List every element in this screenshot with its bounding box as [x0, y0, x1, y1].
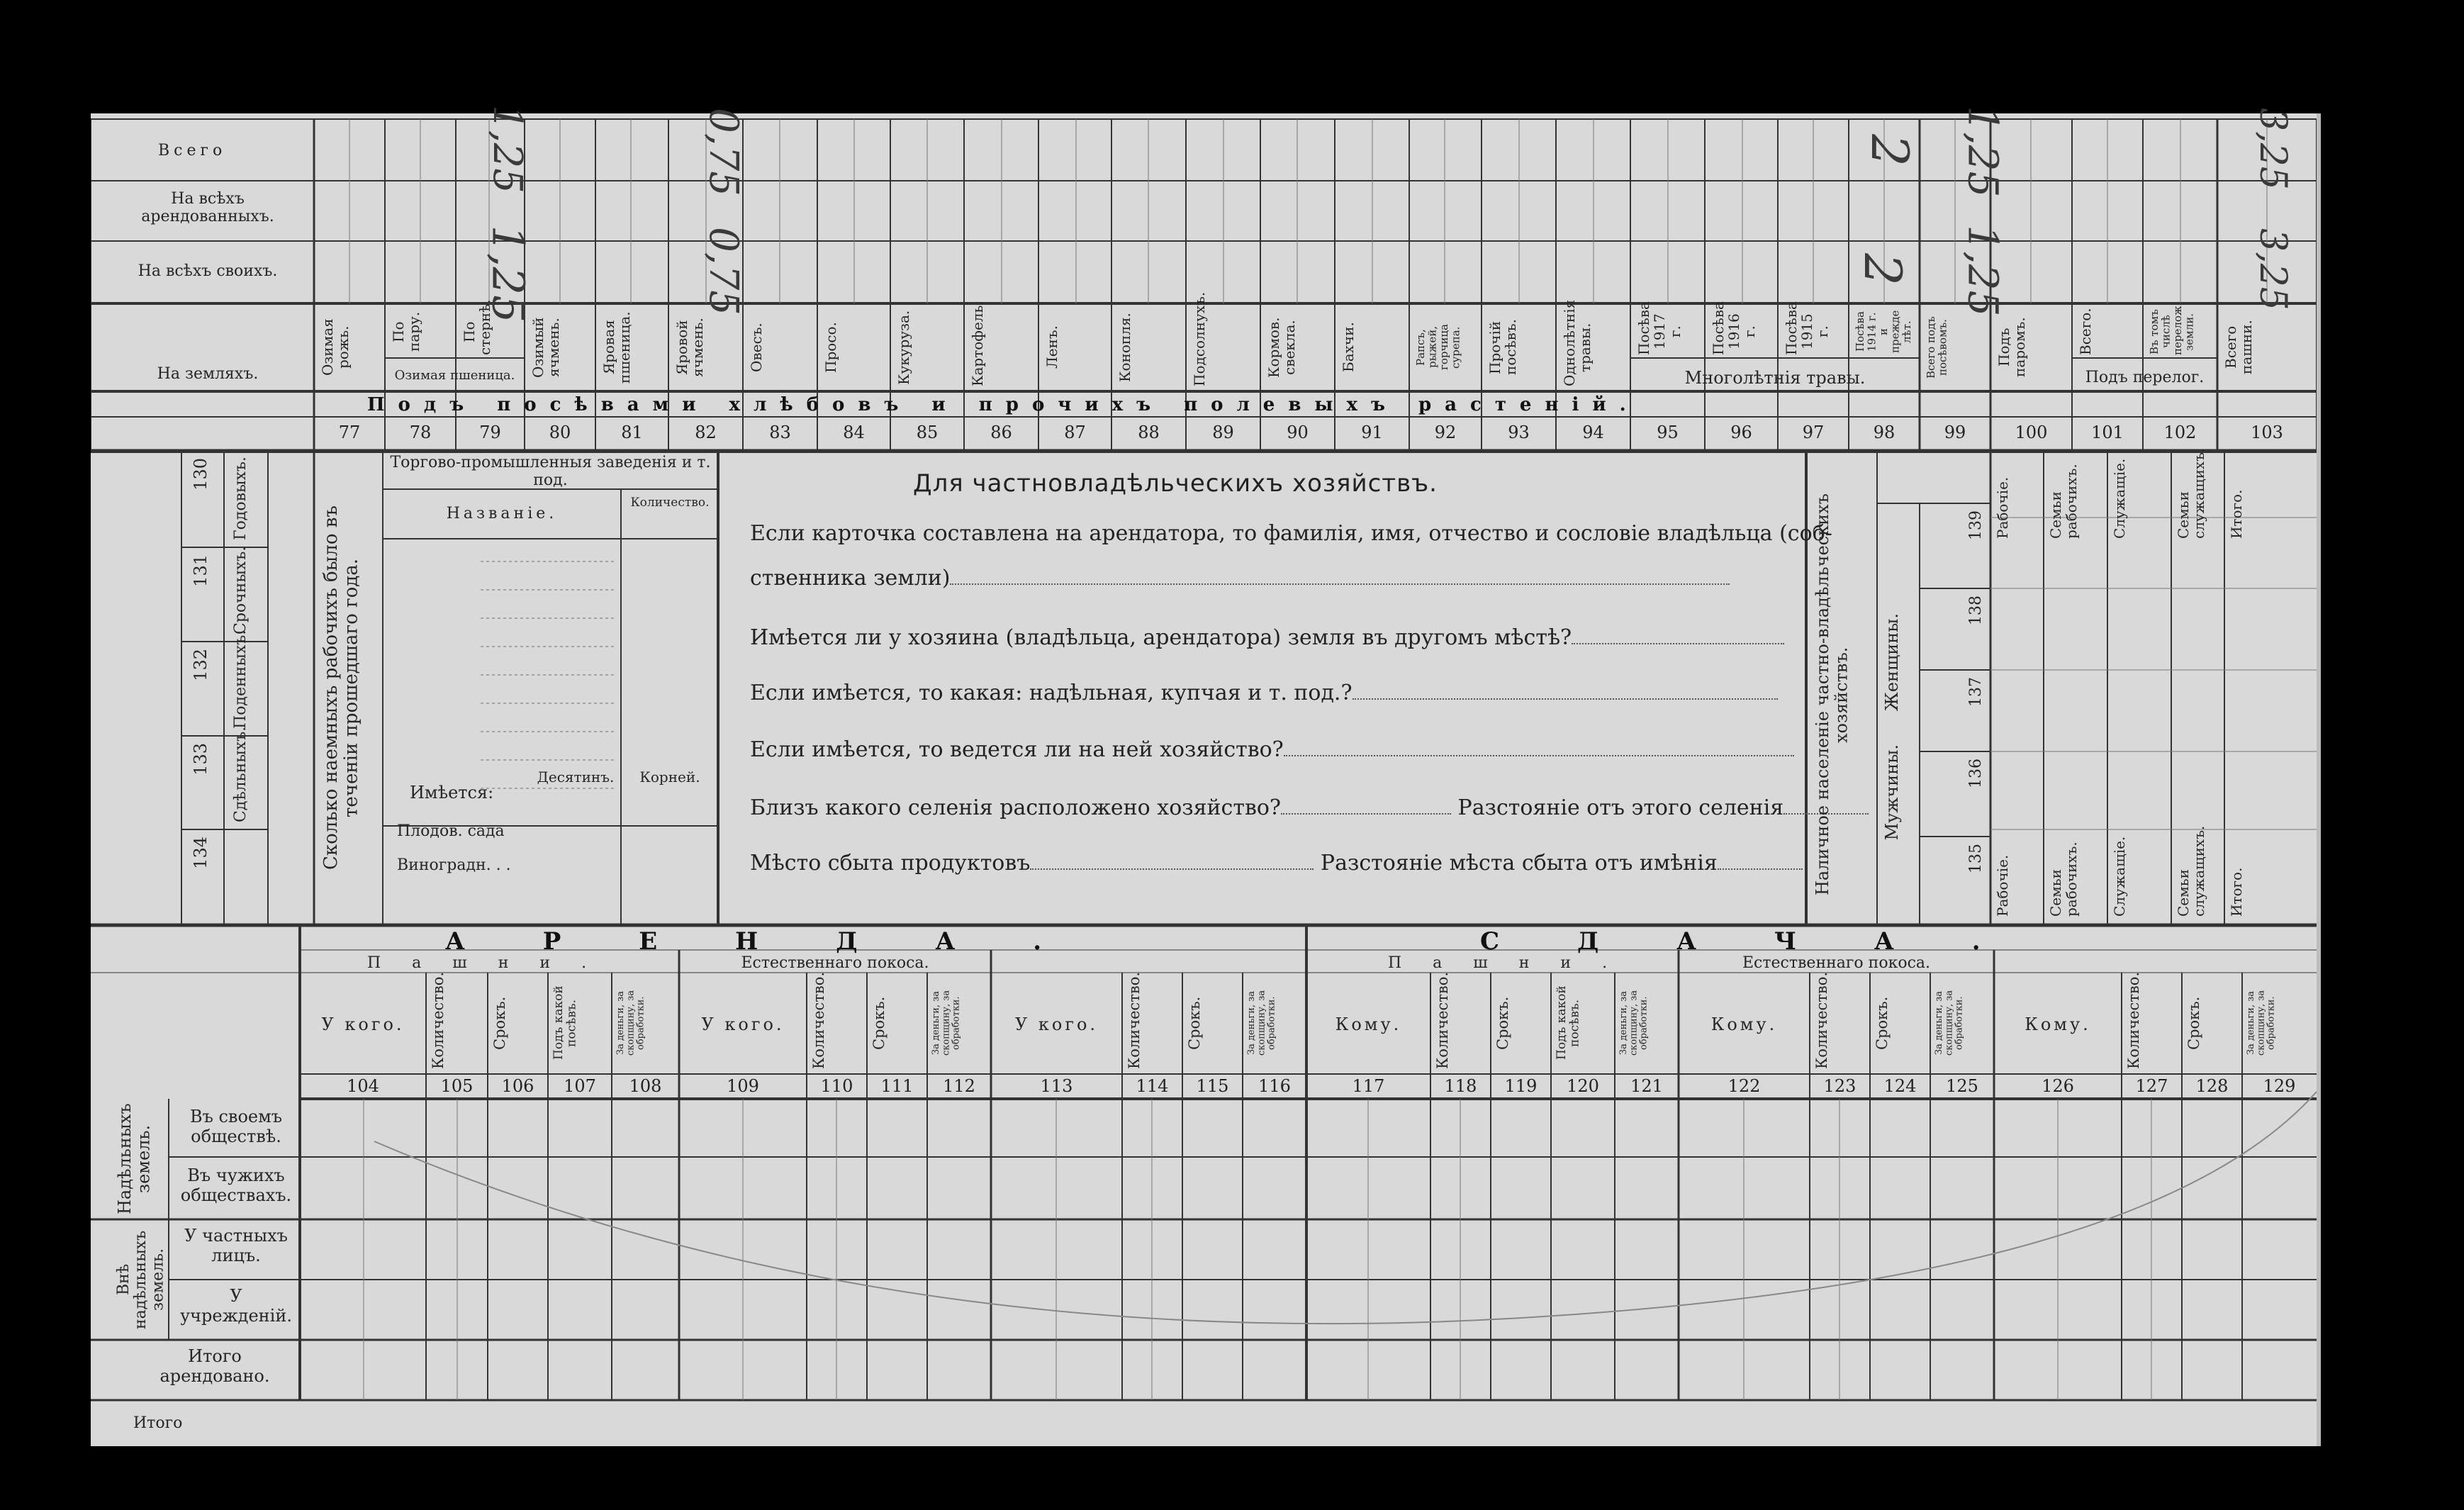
lease-group-allotment: Надѣльныхъ земель. — [115, 1103, 154, 1215]
crop-col-number: 94 — [1582, 423, 1604, 442]
lease-col-number: 127 — [2135, 1076, 2168, 1096]
lease-pashni-2: Пашни. — [1388, 954, 1639, 972]
crop-col-header: Въ томъ числѣ перелож. земли. — [2148, 302, 2196, 355]
lease-col-number: 106 — [501, 1076, 534, 1096]
crops-banner: Подъ посѣвами хлѣбовъ и прочихъ полевыхъ растеній. — [367, 394, 1640, 415]
trade-korney: Корней. — [639, 768, 700, 785]
private-q3 — [750, 681, 1778, 705]
population-category: Рабочіе. — [1994, 476, 2011, 539]
workers-col-number: 130 — [191, 458, 211, 491]
lease-col-number: 124 — [1883, 1076, 1917, 1096]
crop-col-number: 98 — [1873, 423, 1895, 442]
lease-col-number: 109 — [727, 1076, 759, 1096]
workers-col-number: 131 — [191, 554, 211, 587]
workers-col-number: 134 — [191, 837, 211, 869]
lease-col-header: Срокъ. — [870, 996, 887, 1050]
hw-c100-own: 1,25 — [1959, 225, 2007, 317]
crop-col-number: 92 — [1434, 423, 1457, 442]
lease-col-header: За деньги, за скопщину, за обработки. — [1246, 990, 1277, 1056]
sub-header-winter-wheat: Озимая пшеница. — [394, 368, 515, 383]
workers-col-label: Срочныхъ. — [232, 546, 250, 634]
lease-col-header: У кого. — [321, 1014, 405, 1034]
lease-row-other-communities: Въ чужихъ обществахъ. — [180, 1165, 292, 1205]
crop-col-header: Ленъ. — [1043, 325, 1060, 369]
lease-col-header: У кого. — [1014, 1014, 1099, 1034]
private-q4-text: Если имѣется, то ведется ли на ней хозяйство? — [750, 737, 1284, 762]
crop-col-header: Кормов. свекла. — [1265, 317, 1298, 378]
trade-col-name: Названіе. — [446, 505, 558, 522]
trade-desyatin: Десятинъ. — [537, 768, 615, 785]
population-col-number: 137 — [1967, 677, 1985, 707]
population-col-number: 139 — [1967, 510, 1985, 540]
sub-header-fallow: Подъ перелог. — [2085, 369, 2205, 386]
crop-col-header: Посѣва 1917 г. — [1635, 301, 1684, 355]
hw-c103-total: 3,25 — [2251, 108, 2294, 190]
hw-c82-total: 0,75 — [700, 108, 746, 196]
crop-col-header: Конопля. — [1116, 313, 1133, 382]
population-women: Женщины. — [1882, 613, 1902, 712]
crop-col-header: Озимый ячмень. — [530, 317, 562, 378]
population-title: Наличное населеніе частно-владѣльческихъ хозяйствъ. — [1813, 493, 1852, 896]
crop-col-header: Однолѣтнія травы. — [1561, 299, 1594, 386]
lease-col-number: 112 — [943, 1076, 975, 1096]
trade-orchard: Плодов. сада — [397, 822, 505, 840]
population-category: Семьи рабочихъ. — [2047, 841, 2080, 917]
row-label-total: Всего — [158, 142, 227, 160]
lease-col-header: За деньги, за скопщину, за обработки. — [615, 990, 646, 1056]
answer-line-market-distance[interactable] — [1718, 868, 1803, 870]
lease-col-header: Количество. — [2125, 971, 2142, 1069]
lease-col-number: 114 — [1136, 1076, 1169, 1096]
private-q6b-text: Разстояніе мѣста сбыта отъ имѣнія — [1320, 851, 1718, 876]
lease-col-number: 120 — [1567, 1076, 1599, 1096]
hw-c103-own: 3,25 — [2251, 228, 2294, 311]
lease-pokos-2: Естественнаго покоса. — [1742, 954, 1930, 972]
answer-line-owner[interactable] — [950, 583, 1730, 585]
answer-line-land-type[interactable] — [1353, 698, 1778, 700]
lease-col-number: 105 — [440, 1076, 474, 1096]
population-category: Служащіе. — [2111, 836, 2128, 917]
crop-col-header: Кукуруза. — [895, 310, 912, 385]
crop-col-number: 79 — [479, 423, 501, 442]
row-label-own: На всѣхъ своихъ. — [138, 262, 278, 280]
lease-col-number: 117 — [1352, 1076, 1385, 1096]
population-category: Семьи служащихъ. — [2175, 447, 2207, 539]
lease-row-total: Итого арендовано. — [159, 1346, 270, 1386]
population-category: Итого. — [2228, 489, 2245, 539]
lease-col-number: 108 — [629, 1076, 662, 1096]
crop-col-header: Подъ паромъ. — [1995, 317, 2028, 378]
population-col-number: 135 — [1967, 844, 1985, 873]
lease-col-header: Срокъ. — [491, 996, 508, 1050]
crop-col-number: 77 — [338, 423, 361, 442]
private-q1a: Если карточка составлена на арендатора, то фамилія, имя, отчество и сословіе владѣльца (соб- — [750, 521, 1832, 546]
crop-col-header: Всего пашни. — [2222, 320, 2255, 375]
workers-col-number: 133 — [191, 743, 211, 776]
crop-col-header: Рапсъ, рыжей, горчица сурепа. — [1414, 324, 1462, 371]
lease-row-own-community: Въ своемъ обществѣ. — [189, 1107, 283, 1146]
row-label-rented: На всѣхъ арендованныхъ. — [141, 190, 274, 226]
crop-col-number: 99 — [1944, 423, 1966, 442]
footer-total: Итого — [133, 1414, 183, 1432]
lease-group-non-allotment: Внѣ надѣльныхъ земель. — [115, 1230, 167, 1329]
crop-col-header: Просо. — [822, 322, 839, 373]
crop-col-header: Яровой ячмень. — [673, 318, 706, 377]
lease-col-header: За деньги, за скопщину, за обработки. — [2246, 990, 2277, 1056]
crop-col-header: Посѣва 1916 г. — [1710, 301, 1758, 355]
lease-col-number: 111 — [880, 1076, 914, 1096]
crop-col-number: 96 — [1730, 423, 1752, 442]
crop-col-number: 102 — [2163, 423, 2197, 442]
lease-col-header: За деньги, за скопщину, за обработки. — [931, 990, 962, 1056]
lease-col-header: За деньги, за скопщину, за обработки. — [1934, 990, 1965, 1056]
row-label-lands: На земляхъ. — [157, 365, 259, 383]
crop-col-header: Бахчи. — [1340, 322, 1357, 373]
trade-vineyard: Виноградн. . . — [397, 856, 511, 874]
workers-col-label: Годовыхъ. — [232, 457, 250, 540]
lease-col-number: 129 — [2263, 1076, 2296, 1096]
crop-col-header: Озимая рожь. — [319, 318, 352, 376]
private-q1b-text: ственника земли) — [750, 566, 951, 591]
crop-col-number: 84 — [843, 423, 865, 442]
crop-col-header: Посѣва 1915 г. — [1783, 301, 1831, 355]
lease-col-header: За деньги, за скопщину, за обработки. — [1618, 990, 1650, 1056]
crop-col-header: По пару. — [390, 311, 422, 352]
crop-col-number: 103 — [2251, 423, 2283, 442]
answer-line-other-land[interactable] — [1572, 643, 1784, 644]
lease-col-header: Срокъ. — [2185, 996, 2202, 1050]
crop-col-header: По стернѣ. — [461, 299, 493, 355]
crop-col-number: 95 — [1657, 423, 1679, 442]
lease-col-number: 110 — [820, 1076, 853, 1096]
crop-col-header: Яровая пшеница. — [600, 311, 633, 384]
population-category: Рабочіе. — [1994, 854, 2011, 917]
population-category: Семьи служащихъ. — [2175, 825, 2207, 917]
private-q1b — [750, 566, 1730, 591]
lease-col-number: 125 — [1946, 1076, 1978, 1096]
private-q6 — [750, 851, 1803, 876]
crop-col-number: 80 — [549, 423, 571, 442]
population-col-number: 136 — [1967, 759, 1985, 788]
population-category: Семьи рабочихъ. — [2047, 464, 2080, 539]
workers-col-number: 132 — [191, 649, 211, 681]
hw-c99-total: 2 — [1859, 134, 1920, 167]
hw-c79-own: 1,25 — [482, 225, 534, 323]
lease-col-header: Количество. — [1126, 971, 1143, 1069]
lease-col-number: 113 — [1040, 1076, 1073, 1096]
sub-header-perennial: Многолѣтнія травы. — [1684, 368, 1866, 388]
lease-col-number: 121 — [1630, 1076, 1663, 1096]
private-q6a-text: Мѣсто сбыта продуктовъ — [750, 851, 1031, 876]
crop-col-number: 85 — [916, 423, 939, 442]
lease-col-header: Подъ какой посѣвъ. — [551, 985, 579, 1061]
lease-col-number: 119 — [1504, 1076, 1538, 1096]
private-q2-text: Имѣется ли у хозяина (владѣльца, арендатора) земля въ другомъ мѣстѣ? — [750, 625, 1572, 650]
lease-col-header: Срокъ. — [1874, 996, 1891, 1050]
lease-col-header: Кому. — [1710, 1014, 1778, 1034]
lease-pashni-1: Пашни. — [367, 954, 618, 972]
crop-col-header: Всего. — [2077, 308, 2094, 355]
crop-col-header: Картофель. — [969, 301, 986, 386]
workers-col-label: Сдѣльныхъ. — [232, 726, 250, 822]
lease-pokos-1: Естественнаго покоса. — [741, 954, 929, 972]
crop-col-number: 89 — [1212, 423, 1234, 442]
hw-c79-total: 1,25 — [483, 105, 530, 194]
lease-col-number: 107 — [564, 1076, 596, 1096]
crop-col-number: 81 — [621, 423, 643, 442]
lease-col-header: Количество. — [1813, 971, 1830, 1069]
lease-col-number: 128 — [2195, 1076, 2229, 1096]
population-category: Итого. — [2228, 867, 2245, 917]
crop-col-number: 87 — [1064, 423, 1086, 442]
census-card — [91, 105, 2321, 1446]
lease-col-header: Количество. — [1434, 971, 1451, 1069]
crop-col-header: Овесъ. — [748, 323, 765, 372]
crop-col-number: 83 — [769, 423, 791, 442]
lease-sdacha-title: СДАЧА. — [1480, 927, 2059, 956]
lease-col-header: Количество. — [430, 971, 447, 1069]
crop-col-header: Всего подъ посѣвомъ. — [1925, 316, 1949, 379]
private-q5b-text: Разстояніе отъ этого селенія — [1457, 795, 1784, 820]
private-q4 — [750, 737, 1794, 762]
workers-title: Сколько наемныхъ рабочихъ было въ теченіи прошедшаго года. — [320, 505, 362, 870]
crop-col-header: Посѣва 1914 г. и прежде лѣт. — [1854, 310, 1913, 354]
private-q2 — [750, 625, 1784, 650]
crop-col-number: 100 — [2015, 423, 2048, 442]
lease-col-header: Подъ какой посѣвъ. — [1555, 985, 1582, 1061]
private-title: Для частновладѣльческихъ хозяйствъ. — [913, 469, 1438, 498]
lease-col-number: 118 — [1444, 1076, 1477, 1096]
crop-col-number: 86 — [990, 423, 1012, 442]
hw-c99-own: 2 — [1852, 253, 1913, 286]
trade-col-qty: Количество. — [630, 496, 710, 510]
lease-col-number: 122 — [1727, 1076, 1761, 1096]
crop-col-number: 101 — [2091, 423, 2124, 442]
lease-col-number: 116 — [1258, 1076, 1291, 1096]
lease-row-private-persons: У частныхъ лицъ. — [184, 1226, 288, 1265]
answer-line-farming[interactable] — [1284, 755, 1794, 756]
answer-line-village[interactable] — [1281, 813, 1451, 815]
lease-col-header: Количество. — [810, 971, 827, 1069]
lease-row-institutions: У учрежденій. — [180, 1286, 292, 1326]
crop-col-number: 91 — [1361, 423, 1383, 442]
answer-line-market[interactable] — [1030, 868, 1314, 870]
lease-col-number: 126 — [2042, 1076, 2074, 1096]
crop-col-number: 78 — [409, 423, 432, 442]
hw-c82-own: 0,75 — [700, 227, 746, 315]
workers-col-label: Поденныхъ. — [232, 630, 250, 729]
crop-col-header: Подсолнухъ. — [1191, 291, 1208, 386]
population-category: Служащіе. — [2111, 458, 2128, 539]
population-col-number: 138 — [1967, 595, 1985, 625]
crop-col-number: 82 — [695, 423, 717, 442]
lease-col-header: Срокъ. — [1186, 996, 1203, 1050]
crop-col-header: Прочій посѣвъ. — [1486, 319, 1519, 376]
trade-title: Торгово-промышленныя заведенія и т. под. — [390, 454, 711, 490]
hw-c100-total: 1,25 — [1959, 106, 2007, 198]
lease-arenda-title: АРЕНДА. — [445, 927, 1120, 956]
trade-has: Имѣется: — [410, 783, 494, 802]
lease-col-header: Срокъ. — [1494, 996, 1511, 1050]
population-men: Мужчины. — [1882, 744, 1902, 841]
private-q3-text: Если имѣется, то какая: надѣльная, купчая и т. под.? — [750, 681, 1353, 705]
lease-col-number: 123 — [1823, 1076, 1857, 1096]
lease-col-header: У кого. — [701, 1014, 785, 1034]
private-q5a-text: Близъ какого селенія расположено хозяйство? — [750, 795, 1281, 820]
crop-col-number: 88 — [1138, 423, 1160, 442]
crop-col-number: 97 — [1802, 423, 1825, 442]
lease-col-header: Кому. — [1335, 1014, 1402, 1034]
crop-col-number: 90 — [1287, 423, 1309, 442]
crop-col-number: 93 — [1508, 423, 1530, 442]
lease-col-number: 115 — [1196, 1076, 1229, 1096]
lease-col-header: Кому. — [2025, 1014, 2091, 1034]
private-q5 — [750, 795, 1869, 820]
lease-col-number: 104 — [347, 1076, 379, 1096]
